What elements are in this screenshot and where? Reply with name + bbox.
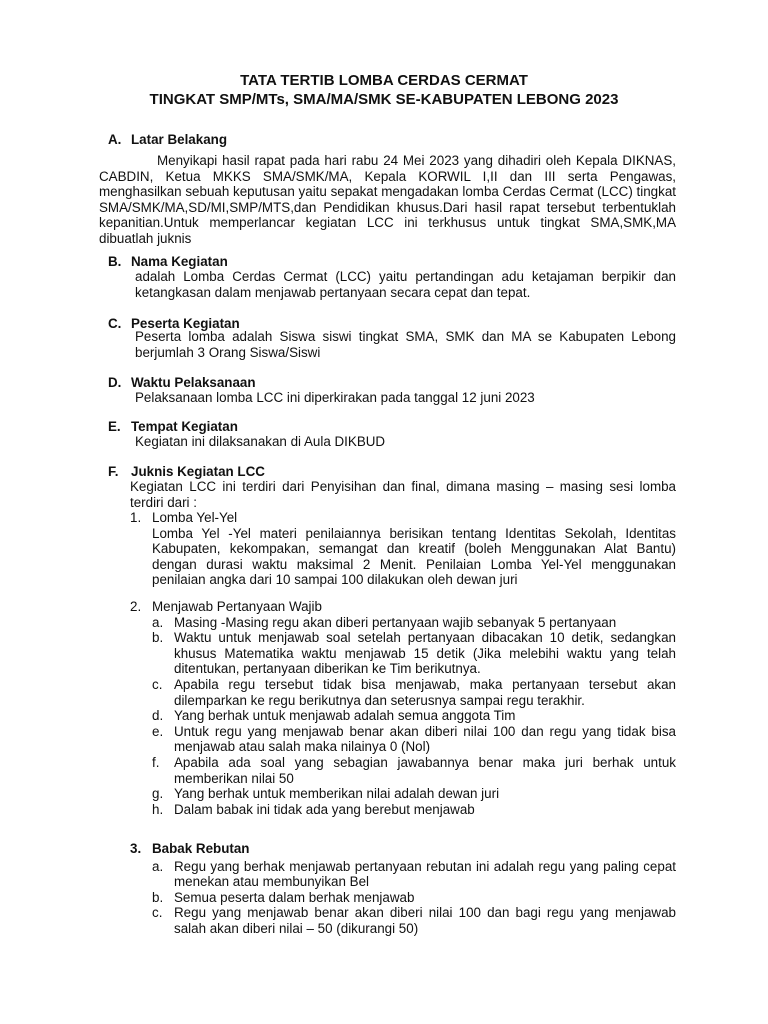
- juknis-item-3-label: Babak Rebutan: [152, 841, 250, 856]
- juknis-item-1-number: 1.: [130, 510, 142, 525]
- list-item: f. Apabila ada soal yang sebagian jawabannya benar maka juri berhak untuk memberikan nilai 50: [152, 754, 676, 786]
- section-f-title: Juknis Kegiatan LCC: [131, 464, 265, 479]
- list-item: a. Masing -Masing regu akan diberi pertanyaan wajib sebanyak 5 pertanyaan: [152, 614, 617, 630]
- section-b-text: adalah Lomba Cerdas Cermat (LCC) yaitu pertandingan adu ketajaman berpikir dan ketangkasan dalam menjawab pertanyaan secara cepat dan tepat.: [135, 269, 676, 300]
- section-c-letter: C.: [108, 316, 122, 331]
- section-a-letter: A.: [108, 132, 122, 147]
- list-item: e. Untuk regu yang menjawab benar akan diberi nilai 100 dan regu yang tidak bisa menjawab atau salah maka nilainya 0 (Nol): [152, 723, 676, 755]
- section-f-letter: F.: [108, 464, 119, 479]
- section-d-text: Pelaksanaan lomba LCC ini diperkirakan pada tanggal 12 juni 2023: [135, 390, 535, 405]
- juknis-item-3-number: 3.: [130, 841, 142, 856]
- section-b-letter: B.: [108, 254, 122, 269]
- juknis-item-1-text: Lomba Yel -Yel materi penilaiannya berisikan tentang Identitas Sekolah, Identitas Kabupaten, kekompakan, semangat dan kreatif (boleh Menggunakan Alat Bantu) dengan durasi waktu maksimal 2 Menit. Penilaian Lomba Yel-Yel menggunakan penilaian angka dari 10 sampai 100 dilakukan oleh dewan juri: [152, 525, 676, 588]
- list-item: c. Regu yang menjawab benar akan diberi nilai 100 dan bagi regu yang menjawab salah akan diberi nilai – 50 (dikurangi 50): [152, 905, 676, 936]
- juknis-item-3-points: [152, 859, 676, 937]
- section-e-heading: [108, 419, 238, 435]
- section-c-text: Peserta lomba adalah Siswa siswi tingkat SMA, SMK dan MA se Kabupaten Lebong berjumlah 3 Orang Siswa/Siswi: [135, 329, 676, 360]
- juknis-item-2-number: 2.: [130, 599, 142, 614]
- list-item: d. Yang berhak untuk menjawab adalah semua anggota Tim: [152, 708, 516, 724]
- section-a-heading: [108, 132, 227, 148]
- section-f-heading: [108, 464, 265, 480]
- section-d-heading: [108, 375, 256, 391]
- section-a-title: Latar Belakang: [131, 132, 228, 147]
- juknis-item-2-label: Menjawab Pertanyaan Wajib: [152, 599, 322, 614]
- section-d-title: Waktu Pelaksanaan: [131, 375, 256, 390]
- juknis-item-2-points: [152, 615, 676, 818]
- section-a-text: Menyikapi hasil rapat pada hari rabu 24 Mei 2023 yang dihadiri oleh Kepala DIKNAS, CABDIN, Ketua MKKS SMA/SMK/MA, Kepala KORWIL I,II dan III serta Pengawas, menghasilkan sebuah keputusan yaitu sepakat mengadakan lomba Cerdas Cermat (LCC) tingkat SMA/SMK/MA,SD/MI,SMP/MTS,dan Pendidikan khusus.Dari hasil rapat tersebut terbentuklah kepanitian.Untuk memperlancar kegiatan LCC ini terkhusus untuk tingkat SMA,SMK,MA dibuatlah juknis: [99, 153, 676, 246]
- list-item: g. Yang berhak untuk memberikan nilai adalah dewan juri: [152, 786, 500, 802]
- document-title-line2: TINGKAT SMP/MTs, SMA/MA/SMK SE-KABUPATEN LEBONG 2023: [149, 91, 619, 108]
- juknis-item-3: [130, 841, 676, 937]
- section-b-heading: [108, 254, 228, 270]
- document-title-line1: TATA TERTIB LOMBA CERDAS CERMAT: [240, 72, 528, 89]
- section-d-letter: D.: [108, 375, 122, 390]
- section-e-text: Kegiatan ini dilaksanakan di Aula DIKBUD: [135, 434, 386, 449]
- section-e-title: Tempat Kegiatan: [131, 419, 238, 434]
- juknis-item-2: [130, 599, 676, 817]
- juknis-item-1-label: Lomba Yel-Yel: [152, 510, 238, 525]
- juknis-item-1: [130, 510, 676, 588]
- list-item: c. Apabila regu tersebut tidak bisa menjawab, maka pertanyaan tersebut akan dilemparkan ke regu berikutnya dan seterusnya sampai regu terakhir.: [152, 676, 676, 708]
- section-c-title: Peserta Kegiatan: [131, 316, 240, 331]
- section-f-text: Kegiatan LCC ini terdiri dari Penyisihan dan final, dimana masing – masing sesi lomba terdiri dari :: [130, 479, 676, 510]
- list-item: a. Regu yang berhak menjawab pertanyaan rebutan ini adalah regu yang paling cepat menekan atau membunyikan Bel: [152, 858, 676, 890]
- section-b-title: Nama Kegiatan: [131, 254, 228, 269]
- section-e-letter: E.: [108, 419, 121, 434]
- list-item: b. Waktu untuk menjawab soal setelah pertanyaan dibacakan 10 detik, sedangkan khusus Matematika waktu menjawab 15 detik (Jika melebihi waktu yang telah ditentukan, pertanyaan diberikan ke Tim berikutnya.: [152, 630, 676, 677]
- list-item: h. Dalam babak ini tidak ada yang berebut menjawab: [152, 801, 475, 817]
- list-item: b. Semua peserta dalam berhak menjawab: [152, 889, 415, 905]
